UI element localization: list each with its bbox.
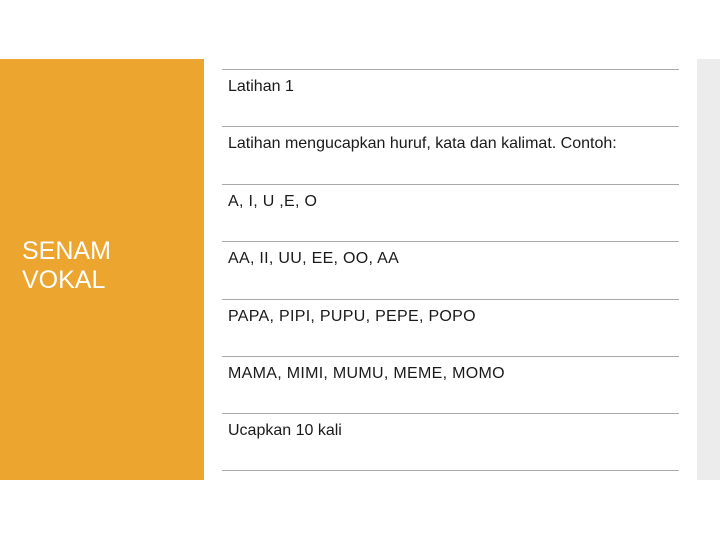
list-item-exercise-number: Latihan 1 [222, 69, 679, 126]
right-decoration-bar [697, 59, 720, 480]
list-item-double-vowels: AA, II, UU, EE, OO, AA [222, 241, 679, 298]
title-panel [0, 59, 204, 480]
list-item-p-syllables: PAPA, PIPI, PUPU, PEPE, POPO [222, 299, 679, 356]
list-item-m-syllables: MAMA, MIMI, MUMU, MEME, MOMO [222, 356, 679, 413]
content-list [222, 69, 679, 471]
section-title: SENAM VOKAL [22, 237, 111, 294]
list-item-instruction: Latihan mengucapkan huruf, kata dan kalimat. Contoh: [222, 126, 679, 183]
list-item-repeat-instruction: Ucapkan 10 kali [222, 413, 679, 470]
list-item-single-vowels: A, I, U ,E, O [222, 184, 679, 241]
